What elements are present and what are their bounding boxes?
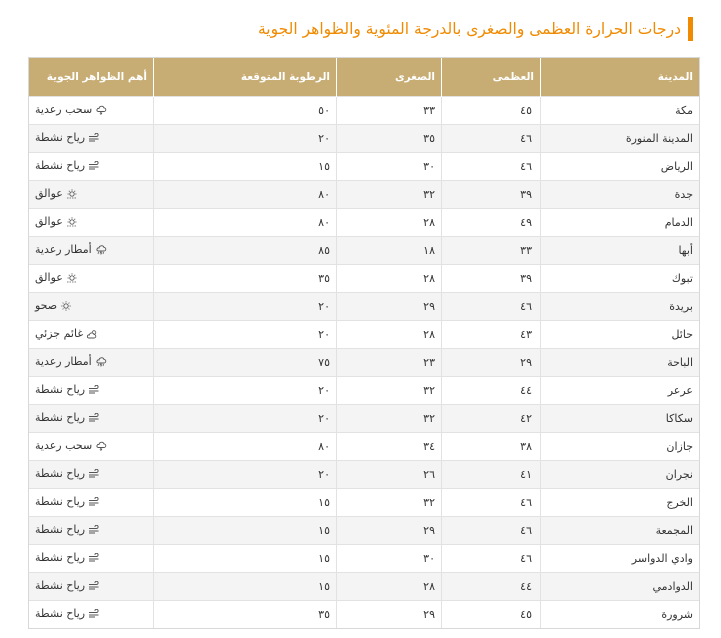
cell-min — [337, 433, 442, 461]
cell-weather — [29, 349, 154, 377]
cell-min — [337, 489, 442, 517]
cell-city: حائل — [541, 321, 700, 349]
weather-phenomenon — [35, 327, 98, 340]
cell-max — [442, 209, 541, 237]
cell-weather — [29, 489, 154, 517]
table-row — [29, 237, 699, 265]
cell-city: سكاكا — [541, 405, 700, 433]
cell-humidity-value: ٢٠ — [318, 300, 330, 313]
cell-humidity — [154, 97, 337, 125]
cell-weather — [29, 181, 154, 209]
cell-city: المجمعة — [541, 517, 700, 545]
cell-max — [442, 545, 541, 573]
weather-phenomenon — [35, 467, 100, 480]
weather-phenomenon — [35, 523, 100, 536]
cell-max-value: ٤٩ — [520, 216, 532, 229]
cell-min-value: ٢٦ — [423, 468, 435, 481]
weather-label: رياح نشطة — [35, 467, 86, 481]
weather-phenomenon — [35, 159, 100, 172]
cell-humidity — [154, 517, 337, 545]
cell-min-value: ٢٨ — [423, 216, 435, 229]
cell-humidity-value: ٢٠ — [318, 328, 330, 341]
weather-label: رياح نشطة — [35, 523, 86, 537]
cell-min — [337, 573, 442, 601]
weather-label: عوالق — [35, 271, 63, 285]
weather-label: رياح نشطة — [35, 579, 86, 593]
table-row — [29, 377, 699, 405]
cell-min — [337, 601, 442, 629]
weather-phenomenon — [35, 131, 100, 144]
table-row — [29, 405, 699, 433]
table-row — [29, 209, 699, 237]
cell-max — [442, 573, 541, 601]
cell-humidity-value: ١٥ — [318, 496, 330, 509]
cell-min-value: ٢٩ — [423, 300, 435, 313]
cell-humidity-value: ٣٥ — [318, 272, 330, 285]
cell-city: الدوادمي — [541, 573, 700, 601]
thunder-rain-icon — [95, 357, 107, 367]
cell-humidity-value: ٨٥ — [318, 244, 330, 257]
page-title: درجات الحرارة العظمى والصغرى بالدرجة المئوية والظواهر الجوية — [258, 20, 681, 38]
cell-min — [337, 181, 442, 209]
table-row — [29, 349, 699, 377]
cell-humidity — [154, 181, 337, 209]
cell-humidity — [154, 125, 337, 153]
cell-humidity-value: ٢٠ — [318, 468, 330, 481]
cell-humidity-value: ٥٠ — [318, 104, 330, 117]
cell-max-value: ٤١ — [520, 468, 532, 481]
header-city: المدينة — [541, 58, 700, 97]
cell-max — [442, 377, 541, 405]
cell-max-value: ٤٦ — [520, 160, 532, 173]
cell-humidity-value: ١٥ — [318, 552, 330, 565]
table-row — [29, 321, 699, 349]
cell-weather — [29, 153, 154, 181]
cell-weather — [29, 517, 154, 545]
cell-humidity — [154, 461, 337, 489]
cell-humidity — [154, 601, 337, 629]
cell-min — [337, 293, 442, 321]
header-weather: أهم الظواهر الجوية — [29, 58, 154, 97]
cell-min-value: ٣٣ — [423, 104, 435, 117]
cell-humidity — [154, 265, 337, 293]
cell-weather — [29, 433, 154, 461]
cell-max — [442, 97, 541, 125]
cell-max-value: ٤٦ — [520, 300, 532, 313]
table-row — [29, 293, 699, 321]
cell-max-value: ٤٦ — [520, 496, 532, 509]
cell-humidity — [154, 349, 337, 377]
cell-min — [337, 265, 442, 293]
cell-weather — [29, 209, 154, 237]
weather-label: سحب رعدية — [35, 439, 93, 453]
weather-phenomenon — [35, 243, 107, 256]
cell-max-value: ٤٥ — [520, 104, 532, 117]
cell-city: أبها — [541, 237, 700, 265]
cell-min-value: ٣٢ — [423, 188, 435, 201]
cell-max — [442, 433, 541, 461]
cell-min-value: ٣٤ — [423, 440, 435, 453]
cell-city: الباحة — [541, 349, 700, 377]
cell-min — [337, 209, 442, 237]
cell-max-value: ٣٩ — [520, 188, 532, 201]
cell-max-value: ٤٤ — [520, 580, 532, 593]
cell-max-value: ٤٥ — [520, 608, 532, 621]
cell-city: نجران — [541, 461, 700, 489]
cell-max-value: ٤٦ — [520, 524, 532, 537]
cell-max — [442, 237, 541, 265]
cell-max — [442, 349, 541, 377]
cell-min — [337, 517, 442, 545]
cell-humidity — [154, 489, 337, 517]
wind-icon — [88, 413, 100, 423]
table-row — [29, 153, 699, 181]
weather-phenomenon — [35, 187, 78, 200]
weather-label: غائم جزئي — [35, 327, 84, 341]
haze-icon — [66, 273, 78, 283]
cell-min-value: ٣٢ — [423, 384, 435, 397]
weather-phenomenon — [35, 579, 100, 592]
weather-phenomenon — [35, 103, 107, 116]
cell-max — [442, 125, 541, 153]
cell-weather — [29, 125, 154, 153]
wind-icon — [88, 553, 100, 563]
cell-weather — [29, 377, 154, 405]
wind-icon — [88, 385, 100, 395]
cell-city: المدينة المنورة — [541, 125, 700, 153]
weather-label: عوالق — [35, 215, 63, 229]
wind-icon — [88, 469, 100, 479]
cell-min — [337, 545, 442, 573]
table-row — [29, 489, 699, 517]
cell-humidity-value: ٨٠ — [318, 440, 330, 453]
cell-min-value: ٢٨ — [423, 580, 435, 593]
cell-humidity — [154, 377, 337, 405]
table-row — [29, 573, 699, 601]
weather-phenomenon — [35, 215, 78, 228]
cell-max-value: ٤٦ — [520, 132, 532, 145]
cell-min-value: ٢٩ — [423, 524, 435, 537]
cell-humidity — [154, 573, 337, 601]
cell-weather — [29, 405, 154, 433]
thunder-rain-icon — [95, 245, 107, 255]
cell-humidity-value: ٢٠ — [318, 384, 330, 397]
weather-label: رياح نشطة — [35, 159, 86, 173]
table-header-row — [29, 58, 699, 97]
thunder-cloud-icon — [95, 441, 107, 451]
table-row — [29, 545, 699, 573]
cell-city: الدمام — [541, 209, 700, 237]
cell-city: جازان — [541, 433, 700, 461]
table-body — [29, 97, 699, 629]
weather-label: رياح نشطة — [35, 495, 86, 509]
cell-humidity — [154, 433, 337, 461]
cell-weather — [29, 237, 154, 265]
cell-city: بريدة — [541, 293, 700, 321]
table-row — [29, 125, 699, 153]
cell-humidity-value: ١٥ — [318, 160, 330, 173]
weather-label: أمطار رعدية — [35, 355, 92, 369]
weather-label: سحب رعدية — [35, 103, 93, 117]
table-row — [29, 97, 699, 125]
cell-min-value: ٢٨ — [423, 272, 435, 285]
weather-table-container — [28, 57, 700, 629]
cell-city: شرورة — [541, 601, 700, 629]
cell-min — [337, 405, 442, 433]
cell-max-value: ٤٣ — [520, 328, 532, 341]
cell-weather — [29, 265, 154, 293]
sun-icon — [60, 301, 72, 311]
cell-humidity — [154, 237, 337, 265]
cell-max-value: ٤٢ — [520, 412, 532, 425]
cell-humidity-value: ٨٠ — [318, 188, 330, 201]
header-max: العظمى — [442, 58, 541, 97]
weather-phenomenon — [35, 383, 100, 396]
cell-min-value: ٣٢ — [423, 496, 435, 509]
cell-max-value: ٣٩ — [520, 272, 532, 285]
cell-humidity-value: ٢٠ — [318, 132, 330, 145]
cell-min — [337, 321, 442, 349]
cell-min-value: ٢٩ — [423, 608, 435, 621]
cell-max — [442, 601, 541, 629]
cell-max-value: ٤٦ — [520, 552, 532, 565]
cell-max-value: ٢٩ — [520, 356, 532, 369]
wind-icon — [88, 581, 100, 591]
cell-humidity — [154, 545, 337, 573]
cell-max-value: ٣٨ — [520, 440, 532, 453]
cell-humidity-value: ٣٥ — [318, 608, 330, 621]
weather-label: رياح نشطة — [35, 383, 86, 397]
cell-max — [442, 517, 541, 545]
cell-max — [442, 321, 541, 349]
cell-max — [442, 489, 541, 517]
cell-min-value: ٢٨ — [423, 328, 435, 341]
cell-max — [442, 293, 541, 321]
cell-max — [442, 265, 541, 293]
cell-min — [337, 237, 442, 265]
cell-min-value: ٣٠ — [423, 552, 435, 565]
cell-weather — [29, 573, 154, 601]
cell-city: عرعر — [541, 377, 700, 405]
table-row — [29, 265, 699, 293]
cell-humidity — [154, 405, 337, 433]
wind-icon — [88, 161, 100, 171]
cell-humidity — [154, 293, 337, 321]
weather-label: أمطار رعدية — [35, 243, 92, 257]
cell-weather — [29, 601, 154, 629]
wind-icon — [88, 497, 100, 507]
wind-icon — [88, 609, 100, 619]
haze-icon — [66, 217, 78, 227]
cell-city: تبوك — [541, 265, 700, 293]
weather-phenomenon — [35, 607, 100, 620]
weather-label: رياح نشطة — [35, 607, 86, 621]
cell-max — [442, 153, 541, 181]
cell-min-value: ٣٥ — [423, 132, 435, 145]
cell-humidity — [154, 321, 337, 349]
cell-humidity-value: ١٥ — [318, 524, 330, 537]
haze-icon — [66, 189, 78, 199]
cell-min-value: ٢٣ — [423, 356, 435, 369]
cell-min — [337, 153, 442, 181]
weather-phenomenon — [35, 495, 100, 508]
cell-max — [442, 461, 541, 489]
weather-phenomenon — [35, 355, 107, 368]
weather-phenomenon — [35, 411, 100, 424]
cell-city: وادي الدواسر — [541, 545, 700, 573]
cell-min — [337, 461, 442, 489]
cell-weather — [29, 293, 154, 321]
cell-min-value: ٣٢ — [423, 412, 435, 425]
cell-weather — [29, 97, 154, 125]
cell-min — [337, 349, 442, 377]
cell-max-value: ٤٤ — [520, 384, 532, 397]
cell-humidity-value: ٧٥ — [318, 356, 330, 369]
table-row — [29, 433, 699, 461]
header-min: الصغرى — [337, 58, 442, 97]
cell-humidity — [154, 153, 337, 181]
cell-min — [337, 97, 442, 125]
cell-max — [442, 181, 541, 209]
weather-phenomenon — [35, 299, 72, 312]
weather-phenomenon — [35, 271, 78, 284]
table-row — [29, 517, 699, 545]
weather-label: عوالق — [35, 187, 63, 201]
cell-humidity-value: ٨٠ — [318, 216, 330, 229]
cell-humidity-value: ٢٠ — [318, 412, 330, 425]
weather-phenomenon — [35, 551, 100, 564]
cell-weather — [29, 321, 154, 349]
cell-city: الخرج — [541, 489, 700, 517]
cell-city: مكة — [541, 97, 700, 125]
cell-humidity-value: ١٥ — [318, 580, 330, 593]
cell-min-value: ٣٠ — [423, 160, 435, 173]
cell-max — [442, 405, 541, 433]
page-title-bar — [28, 16, 693, 42]
table-row — [29, 461, 699, 489]
table-row — [29, 181, 699, 209]
weather-table — [29, 58, 699, 628]
weather-phenomenon — [35, 439, 107, 452]
cell-weather — [29, 545, 154, 573]
table-row — [29, 601, 699, 629]
wind-icon — [88, 525, 100, 535]
weather-label: رياح نشطة — [35, 551, 86, 565]
cell-city: جدة — [541, 181, 700, 209]
thunder-cloud-icon — [95, 105, 107, 115]
partly-cloudy-icon — [86, 329, 98, 339]
cell-max-value: ٣٣ — [520, 244, 532, 257]
cell-humidity — [154, 209, 337, 237]
weather-label: صحو — [35, 299, 58, 313]
cell-weather — [29, 461, 154, 489]
cell-min — [337, 377, 442, 405]
title-accent-bar — [688, 17, 693, 41]
wind-icon — [88, 133, 100, 143]
cell-min-value: ١٨ — [423, 244, 435, 257]
weather-label: رياح نشطة — [35, 411, 86, 425]
cell-city: الرياض — [541, 153, 700, 181]
header-humidity: الرطوبة المتوقعة — [154, 58, 337, 97]
cell-min — [337, 125, 442, 153]
weather-label: رياح نشطة — [35, 131, 86, 145]
